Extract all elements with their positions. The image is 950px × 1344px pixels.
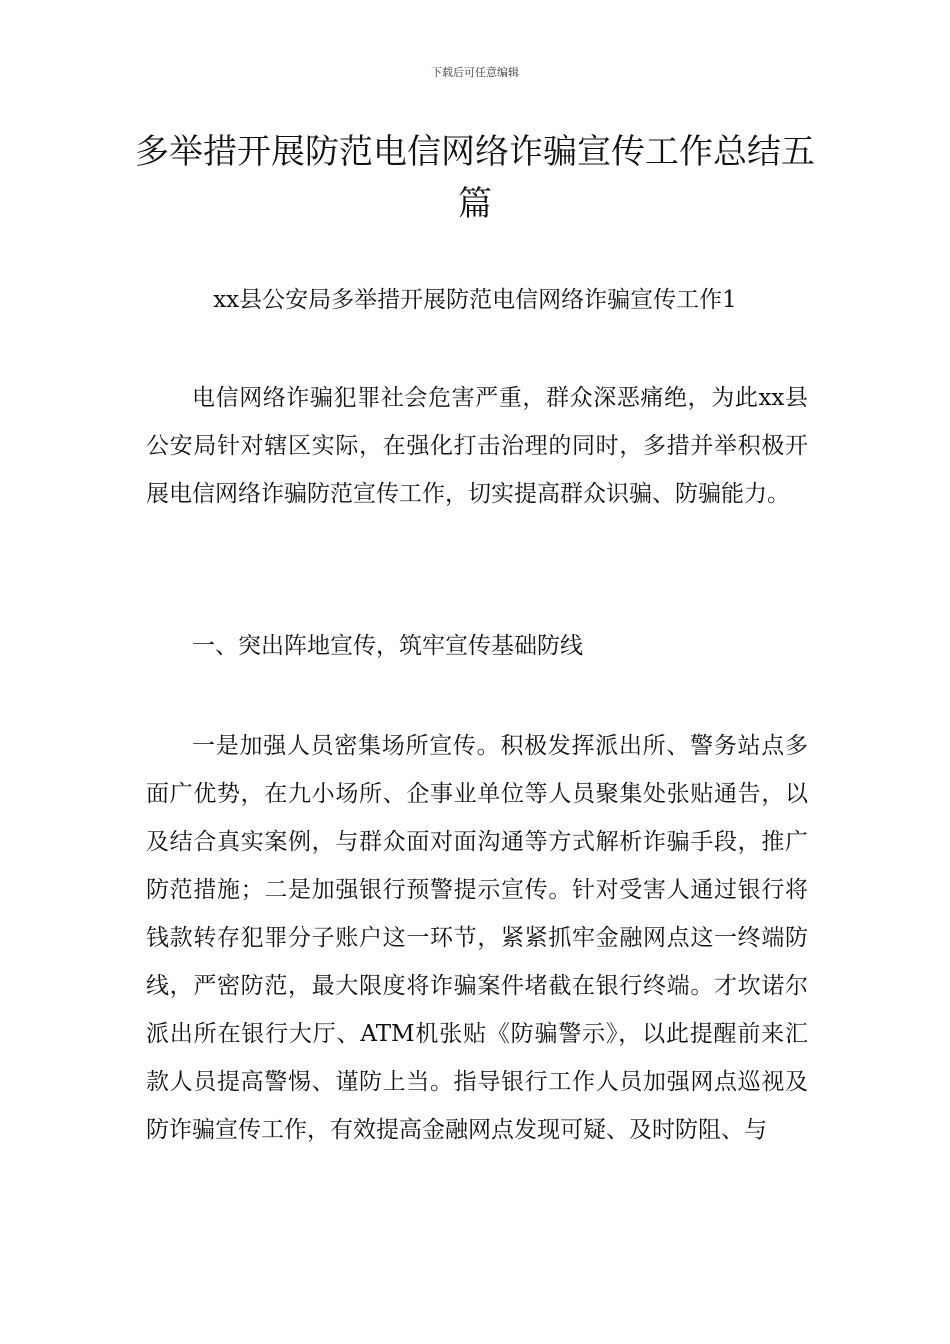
paragraph-intro: 电信网络诈骗犯罪社会危害严重，群众深恶痛绝，为此xx县公安局针对辖区实际，在强化打击治理的同时，多措并举积极开展电信网络诈骗防范宣传工作，切实提高群众识骗、防骗能力。 xyxy=(146,385,808,507)
page-header-note: 下载后可任意编辑 xyxy=(431,66,519,79)
document-title: 多举措开展防范电信网络诈骗宣传工作总结五篇 xyxy=(135,132,815,224)
paragraph-body-1: 一是加强人员密集场所宣传。积极发挥派出所、警务站点多面广优势，在九小场所、企事业单位等人员聚集处张贴通告，以及结合真实案例，与群众面对面沟通等方式解析诈骗手段，推广防范措施；二是加强银行预警提示宣传。针对受害人通过银行将钱款转存犯罪分子账户这一环节，紧紧抓牢金融网点这一终端防线，严密防范，最大限度将诈骗案件堵截在银行终端。才坎诺尔派出所在银行大厅、ATM机张贴《防骗警示》，以此提醒前来汇款人员提高警惕、谨防上当。指导银行工作人员加强网点巡视及防诈骗宣传工作，有效提高金融网点发现可疑、及时防阻、与 xyxy=(146,733,808,1143)
section-title: xx县公安局多举措开展防范电信网络诈骗宣传工作1 xyxy=(213,287,737,313)
paragraph-heading-1: 一、突出阵地宣传，筑牢宣传基础防线 xyxy=(192,633,583,659)
